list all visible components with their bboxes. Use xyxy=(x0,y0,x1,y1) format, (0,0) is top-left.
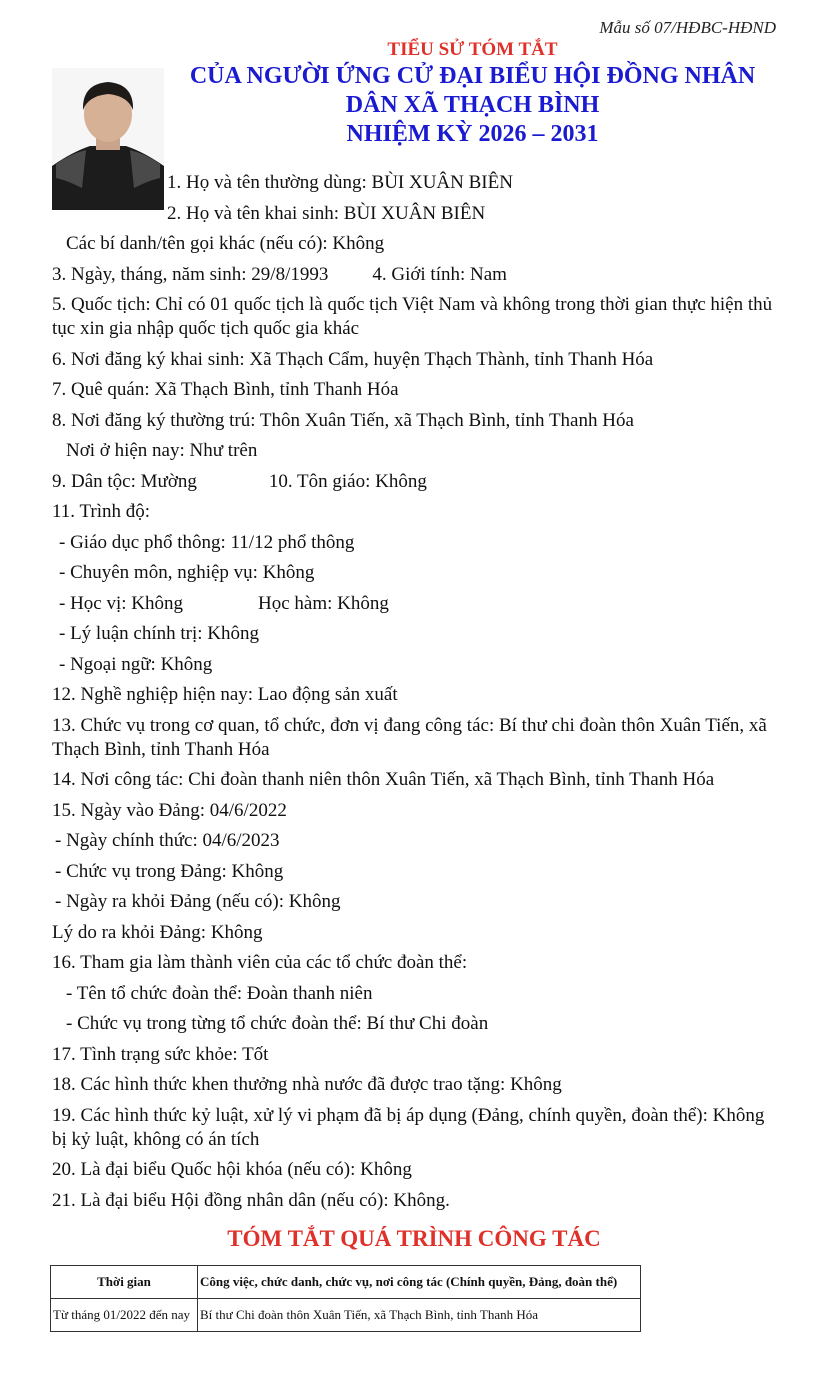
title-line-1: CỦA NGƯỜI ỨNG CỬ ĐẠI BIỂU HỘI ĐỒNG NHÂN xyxy=(189,63,756,89)
field-permanent-residence: 8. Nơi đăng ký thường trú: Thôn Xuân Tiến, xã Thạch Bình, tỉnh Thanh Hóa xyxy=(52,409,634,431)
field-professional-qualification: - Chuyên môn, nghiệp vụ: Không xyxy=(59,562,315,583)
field-peoples-council: 21. Là đại biểu Hội đồng nhân dân (nếu có): Không. xyxy=(52,1189,450,1211)
field-organizations-heading: 16. Tham gia làm thành viên của các tổ chức đoàn thể: xyxy=(52,952,468,973)
column-header-period: Thời gian xyxy=(51,1266,198,1299)
field-degree-title xyxy=(52,589,782,620)
field-occupation: 12. Nghề nghiệp hiện nay: Lao động sản xuất xyxy=(52,684,398,705)
field-foreign-language: - Ngoại ngữ: Không xyxy=(59,653,213,675)
field-party-official-date: - Ngày chính thức: 04/6/2023 xyxy=(55,830,280,851)
field-hometown: 7. Quê quán: Xã Thạch Bình, tỉnh Thanh Hóa xyxy=(52,379,399,400)
field-birth-name: 2. Họ và tên khai sinh: BÙI XUÂN BIÊN xyxy=(167,202,486,224)
document-title xyxy=(160,38,785,149)
title-line-3: NHIỆM KỲ 2026 – 2031 xyxy=(346,121,599,147)
field-ethnicity-religion xyxy=(52,467,782,498)
field-party-leave-reason: Lý do ra khỏi Đảng: Không xyxy=(52,921,263,943)
column-header-role: Công việc, chức danh, chức vụ, nơi công tác (Chính quyền, Đảng, đoàn thể) xyxy=(198,1266,641,1299)
field-general-education: - Giáo dục phổ thông: 11/12 phổ thông xyxy=(59,531,355,553)
table-header-row xyxy=(51,1266,641,1299)
field-organization-name: - Tên tổ chức đoàn thể: Đoàn thanh niên xyxy=(66,982,373,1004)
field-workplace: 14. Nơi công tác: Chi đoàn thanh niên thôn Xuân Tiến, xã Thạch Bình, tỉnh Thanh Hóa xyxy=(52,769,715,790)
biography-fields xyxy=(52,168,782,1216)
field-political-theory: - Lý luận chính trị: Không xyxy=(59,623,259,644)
field-nationality: 5. Quốc tịch: Chỉ có 01 quốc tịch là quốc tịch Việt Nam và không trong thời gian thực hiện thủ tục xin gia nhập quốc tịch quốc gia khác xyxy=(52,294,773,339)
field-discipline: 19. Các hình thức kỷ luật, xử lý vi phạm đã bị áp dụng (Đảng, chính quyền, đoàn thể): Không bị kỷ luật, không có án tích xyxy=(52,1104,765,1150)
work-history-title: TÓM TẮT QUÁ TRÌNH CÔNG TÁC xyxy=(227,1226,601,1251)
field-religion: 10. Tôn giáo: Không xyxy=(268,470,427,492)
field-national-assembly: 20. Là đại biểu Quốc hội khóa (nếu có): Không xyxy=(52,1159,412,1180)
cell-period: Từ tháng 01/2022 đến nay xyxy=(51,1299,198,1332)
field-birth-registration: 6. Nơi đăng ký khai sinh: Xã Thạch Cẩm, huyện Thạch Thành, tỉnh Thanh Hóa xyxy=(52,348,654,370)
field-ethnicity: 9. Dân tộc: Mường xyxy=(52,470,197,492)
field-party-join-date: 15. Ngày vào Đảng: 04/6/2022 xyxy=(52,799,287,821)
title-line-2: DÂN XÃ THẠCH BÌNH xyxy=(345,92,600,118)
field-current-residence: Nơi ở hiện nay: Như trên xyxy=(66,440,258,461)
field-health: 17. Tình trạng sức khỏe: Tốt xyxy=(52,1043,269,1065)
field-party-position: - Chức vụ trong Đảng: Không xyxy=(55,860,284,882)
field-academic-degree: - Học vị: Không xyxy=(59,592,184,614)
field-aliases: Các bí danh/tên gọi khác (nếu có): Không xyxy=(66,233,385,254)
cell-role: Bí thư Chi đoàn thôn Xuân Tiến, xã Thạch Bình, tỉnh Thanh Hóa xyxy=(198,1299,641,1332)
subtitle: TIỂU SỬ TÓM TẮT xyxy=(387,39,558,60)
work-history-table xyxy=(50,1265,641,1332)
table-row xyxy=(51,1299,641,1332)
form-code: Mẫu số 07/HĐBC-HĐND xyxy=(599,18,776,37)
field-organization-role: - Chức vụ trong từng tổ chức đoàn thể: Bí thư Chi đoàn xyxy=(66,1013,489,1034)
field-common-name: 1. Họ và tên thường dùng: BÙI XUÂN BIÊN xyxy=(167,172,513,193)
field-position: 13. Chức vụ trong cơ quan, tổ chức, đơn vị đang công tác: Bí thư chi đoàn thôn Xuân Tiến, xã Thạch Bình, tỉnh Thanh Hóa xyxy=(52,714,767,760)
field-party-leave-date: - Ngày ra khỏi Đảng (nếu có): Không xyxy=(55,891,341,912)
field-gender: 4. Giới tính: Nam xyxy=(372,263,507,285)
field-academic-title: Học hàm: Không xyxy=(258,592,389,614)
field-education-heading: 11. Trình độ: xyxy=(52,501,151,522)
field-date-of-birth: 3. Ngày, tháng, năm sinh: 29/8/1993 xyxy=(52,263,329,285)
field-dob-gender xyxy=(52,260,782,291)
field-awards: 18. Các hình thức khen thưởng nhà nước đã được trao tặng: Không xyxy=(52,1074,562,1095)
